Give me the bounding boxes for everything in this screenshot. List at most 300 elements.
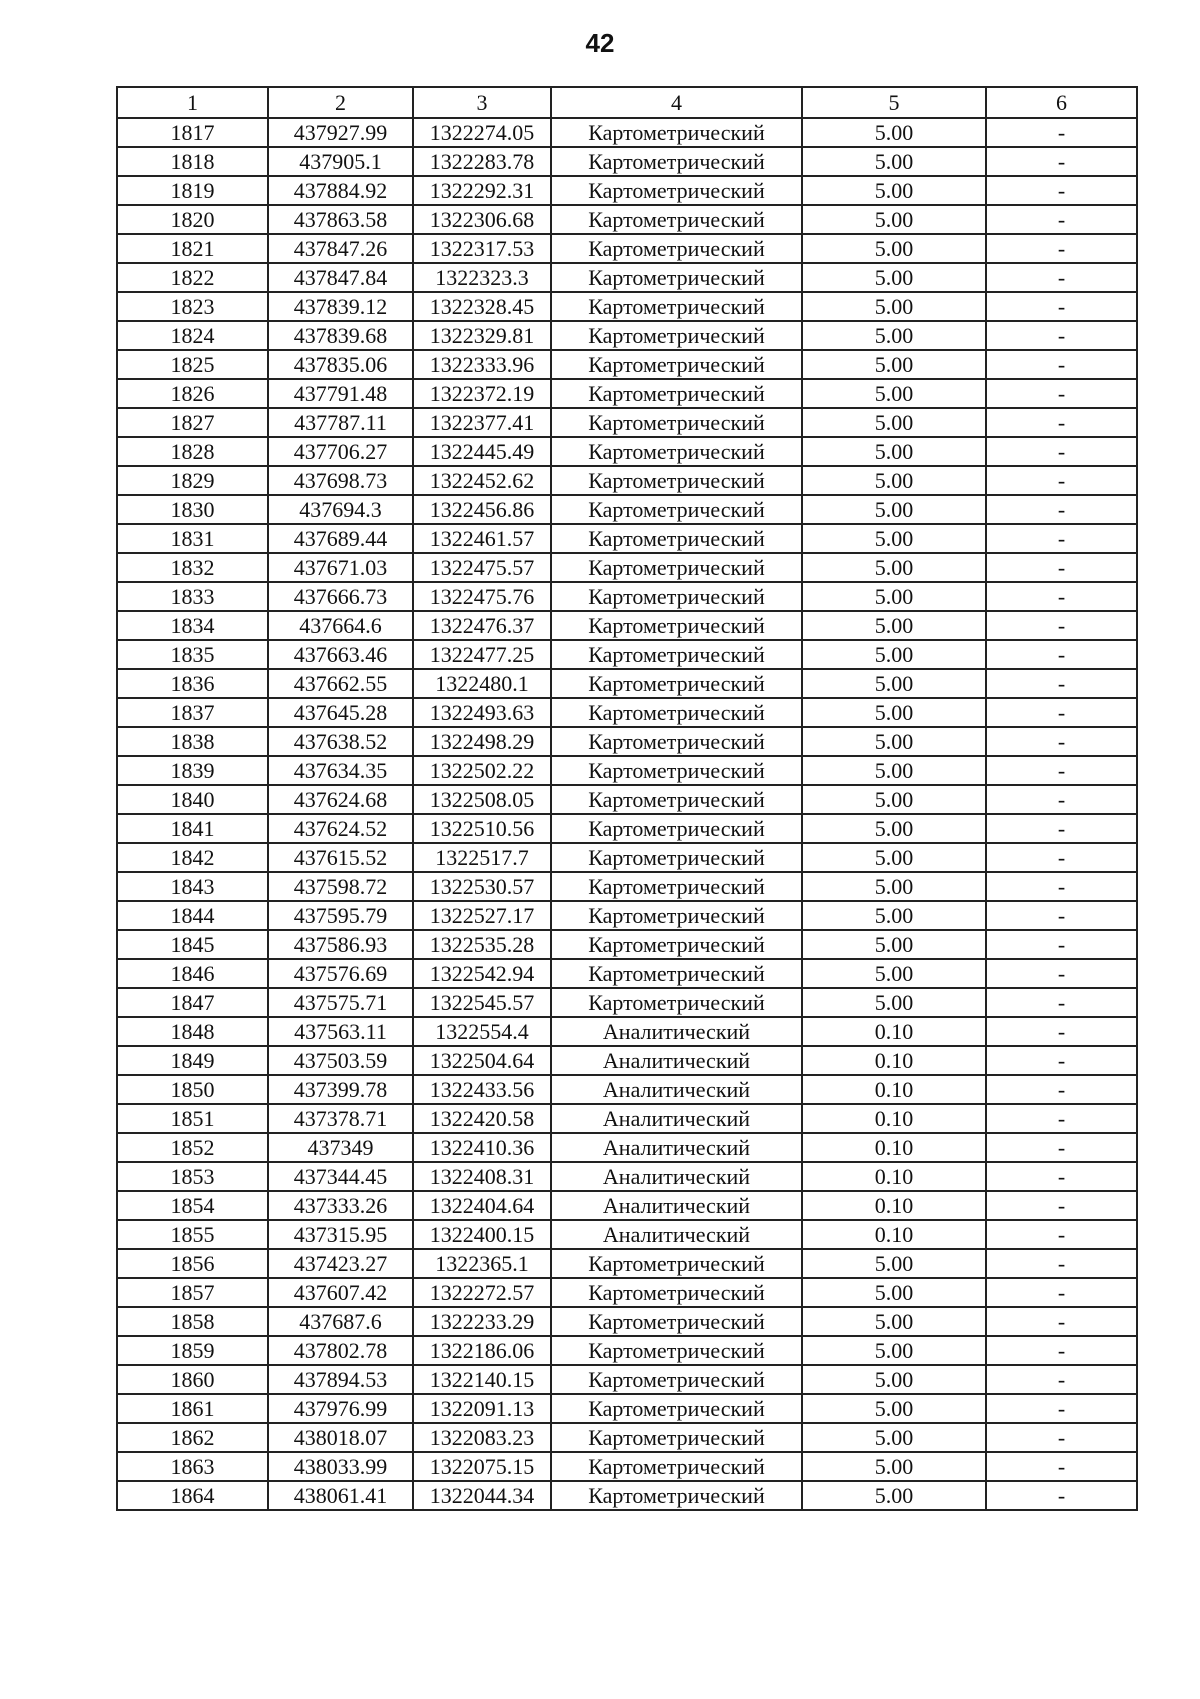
method-cell: Картометрический: [551, 901, 802, 930]
x-coordinate-cell: 437664.6: [268, 611, 413, 640]
y-coordinate-cell: 1322377.41: [413, 408, 551, 437]
y-coordinate-cell: 1322400.15: [413, 1220, 551, 1249]
point-number-cell: 1864: [117, 1481, 268, 1510]
y-coordinate-cell: 1322292.31: [413, 176, 551, 205]
method-cell: Аналитический: [551, 1017, 802, 1046]
x-coordinate-cell: 437598.72: [268, 872, 413, 901]
x-coordinate-cell: 437689.44: [268, 524, 413, 553]
table-row: [117, 1336, 1137, 1365]
y-coordinate-cell: 1322476.37: [413, 611, 551, 640]
x-coordinate-cell: 437315.95: [268, 1220, 413, 1249]
table-row: [117, 350, 1137, 379]
table-header-row: [117, 87, 1137, 118]
y-coordinate-cell: 1322527.17: [413, 901, 551, 930]
point-number-cell: 1827: [117, 408, 268, 437]
note-cell: -: [986, 698, 1137, 727]
note-cell: -: [986, 147, 1137, 176]
table-row: [117, 1162, 1137, 1191]
note-cell: -: [986, 1191, 1137, 1220]
accuracy-cell: 5.00: [802, 437, 986, 466]
note-cell: -: [986, 1104, 1137, 1133]
y-coordinate-cell: 1322372.19: [413, 379, 551, 408]
method-cell: Картометрический: [551, 524, 802, 553]
x-coordinate-cell: 437645.28: [268, 698, 413, 727]
note-cell: -: [986, 234, 1137, 263]
y-coordinate-cell: 1322329.81: [413, 321, 551, 350]
y-coordinate-cell: 1322075.15: [413, 1452, 551, 1481]
point-number-cell: 1839: [117, 756, 268, 785]
method-cell: Картометрический: [551, 698, 802, 727]
point-number-cell: 1862: [117, 1423, 268, 1452]
table-row: [117, 1191, 1137, 1220]
point-number-cell: 1820: [117, 205, 268, 234]
note-cell: -: [986, 1423, 1137, 1452]
point-number-cell: 1838: [117, 727, 268, 756]
table-row: [117, 872, 1137, 901]
table-row: [117, 669, 1137, 698]
note-cell: -: [986, 408, 1137, 437]
y-coordinate-cell: 1322508.05: [413, 785, 551, 814]
point-number-cell: 1848: [117, 1017, 268, 1046]
y-coordinate-cell: 1322542.94: [413, 959, 551, 988]
point-number-cell: 1852: [117, 1133, 268, 1162]
method-cell: Картометрический: [551, 118, 802, 147]
table-row: [117, 756, 1137, 785]
column-header: 1: [117, 87, 268, 118]
y-coordinate-cell: 1322186.06: [413, 1336, 551, 1365]
note-cell: -: [986, 611, 1137, 640]
method-cell: Картометрический: [551, 756, 802, 785]
note-cell: -: [986, 582, 1137, 611]
accuracy-cell: 5.00: [802, 118, 986, 147]
point-number-cell: 1859: [117, 1336, 268, 1365]
x-coordinate-cell: 437839.12: [268, 292, 413, 321]
note-cell: -: [986, 1220, 1137, 1249]
x-coordinate-cell: 437847.84: [268, 263, 413, 292]
table-row: [117, 843, 1137, 872]
y-coordinate-cell: 1322317.53: [413, 234, 551, 263]
accuracy-cell: 5.00: [802, 872, 986, 901]
table-row: [117, 1017, 1137, 1046]
column-header: 2: [268, 87, 413, 118]
method-cell: Картометрический: [551, 1423, 802, 1452]
point-number-cell: 1860: [117, 1365, 268, 1394]
x-coordinate-cell: 437344.45: [268, 1162, 413, 1191]
note-cell: -: [986, 1278, 1137, 1307]
table-row: [117, 1307, 1137, 1336]
note-cell: -: [986, 1075, 1137, 1104]
note-cell: -: [986, 205, 1137, 234]
accuracy-cell: 5.00: [802, 901, 986, 930]
note-cell: -: [986, 872, 1137, 901]
method-cell: Картометрический: [551, 988, 802, 1017]
point-number-cell: 1818: [117, 147, 268, 176]
method-cell: Картометрический: [551, 1481, 802, 1510]
method-cell: Аналитический: [551, 1191, 802, 1220]
table-row: [117, 524, 1137, 553]
accuracy-cell: 5.00: [802, 321, 986, 350]
method-cell: Аналитический: [551, 1133, 802, 1162]
point-number-cell: 1842: [117, 843, 268, 872]
accuracy-cell: 5.00: [802, 785, 986, 814]
method-cell: Картометрический: [551, 263, 802, 292]
table-row: [117, 1104, 1137, 1133]
table-row: [117, 785, 1137, 814]
accuracy-cell: 0.10: [802, 1075, 986, 1104]
accuracy-cell: 5.00: [802, 234, 986, 263]
point-number-cell: 1846: [117, 959, 268, 988]
accuracy-cell: 5.00: [802, 1336, 986, 1365]
x-coordinate-cell: 437624.68: [268, 785, 413, 814]
point-number-cell: 1828: [117, 437, 268, 466]
note-cell: -: [986, 959, 1137, 988]
note-cell: -: [986, 901, 1137, 930]
table-row: [117, 1481, 1137, 1510]
y-coordinate-cell: 1322510.56: [413, 814, 551, 843]
column-header: 5: [802, 87, 986, 118]
x-coordinate-cell: 437976.99: [268, 1394, 413, 1423]
table-row: [117, 176, 1137, 205]
method-cell: Картометрический: [551, 640, 802, 669]
point-number-cell: 1840: [117, 785, 268, 814]
table-row: [117, 1046, 1137, 1075]
method-cell: Картометрический: [551, 1307, 802, 1336]
note-cell: -: [986, 379, 1137, 408]
y-coordinate-cell: 1322445.49: [413, 437, 551, 466]
method-cell: Аналитический: [551, 1162, 802, 1191]
method-cell: Картометрический: [551, 350, 802, 379]
method-cell: Картометрический: [551, 1278, 802, 1307]
point-number-cell: 1853: [117, 1162, 268, 1191]
method-cell: Картометрический: [551, 872, 802, 901]
x-coordinate-cell: 437624.52: [268, 814, 413, 843]
point-number-cell: 1857: [117, 1278, 268, 1307]
x-coordinate-cell: 437905.1: [268, 147, 413, 176]
method-cell: Картометрический: [551, 553, 802, 582]
point-number-cell: 1841: [117, 814, 268, 843]
accuracy-cell: 5.00: [802, 959, 986, 988]
y-coordinate-cell: 1322408.31: [413, 1162, 551, 1191]
note-cell: -: [986, 553, 1137, 582]
accuracy-cell: 5.00: [802, 1307, 986, 1336]
point-number-cell: 1836: [117, 669, 268, 698]
x-coordinate-cell: 437698.73: [268, 466, 413, 495]
method-cell: Картометрический: [551, 379, 802, 408]
x-coordinate-cell: 437663.46: [268, 640, 413, 669]
accuracy-cell: 5.00: [802, 147, 986, 176]
accuracy-cell: 5.00: [802, 1423, 986, 1452]
point-number-cell: 1834: [117, 611, 268, 640]
method-cell: Картометрический: [551, 930, 802, 959]
note-cell: -: [986, 1046, 1137, 1075]
table-row: [117, 1220, 1137, 1249]
note-cell: -: [986, 437, 1137, 466]
table-row: [117, 582, 1137, 611]
y-coordinate-cell: 1322475.57: [413, 553, 551, 582]
note-cell: -: [986, 1133, 1137, 1162]
note-cell: -: [986, 524, 1137, 553]
accuracy-cell: 5.00: [802, 466, 986, 495]
note-cell: -: [986, 1307, 1137, 1336]
accuracy-cell: 5.00: [802, 756, 986, 785]
table-row: [117, 321, 1137, 350]
y-coordinate-cell: 1322044.34: [413, 1481, 551, 1510]
table-row: [117, 437, 1137, 466]
note-cell: -: [986, 756, 1137, 785]
note-cell: -: [986, 1452, 1137, 1481]
y-coordinate-cell: 1322274.05: [413, 118, 551, 147]
y-coordinate-cell: 1322480.1: [413, 669, 551, 698]
accuracy-cell: 0.10: [802, 1017, 986, 1046]
accuracy-cell: 5.00: [802, 379, 986, 408]
table-row: [117, 814, 1137, 843]
method-cell: Картометрический: [551, 1336, 802, 1365]
accuracy-cell: 5.00: [802, 553, 986, 582]
accuracy-cell: 5.00: [802, 495, 986, 524]
point-number-cell: 1819: [117, 176, 268, 205]
table-row: [117, 466, 1137, 495]
column-header: 3: [413, 87, 551, 118]
note-cell: -: [986, 640, 1137, 669]
method-cell: Картометрический: [551, 814, 802, 843]
point-number-cell: 1829: [117, 466, 268, 495]
x-coordinate-cell: 437399.78: [268, 1075, 413, 1104]
y-coordinate-cell: 1322283.78: [413, 147, 551, 176]
note-cell: -: [986, 350, 1137, 379]
x-coordinate-cell: 437638.52: [268, 727, 413, 756]
method-cell: Картометрический: [551, 408, 802, 437]
x-coordinate-cell: 437835.06: [268, 350, 413, 379]
y-coordinate-cell: 1322272.57: [413, 1278, 551, 1307]
x-coordinate-cell: 437349: [268, 1133, 413, 1162]
accuracy-cell: 5.00: [802, 1481, 986, 1510]
table-row: [117, 205, 1137, 234]
table-row: [117, 727, 1137, 756]
y-coordinate-cell: 1322420.58: [413, 1104, 551, 1133]
method-cell: Картометрический: [551, 611, 802, 640]
accuracy-cell: 5.00: [802, 988, 986, 1017]
point-number-cell: 1858: [117, 1307, 268, 1336]
point-number-cell: 1863: [117, 1452, 268, 1481]
x-coordinate-cell: 437787.11: [268, 408, 413, 437]
note-cell: -: [986, 1017, 1137, 1046]
method-cell: Картометрический: [551, 727, 802, 756]
x-coordinate-cell: 437576.69: [268, 959, 413, 988]
table-row: [117, 1394, 1137, 1423]
x-coordinate-cell: 437839.68: [268, 321, 413, 350]
y-coordinate-cell: 1322233.29: [413, 1307, 551, 1336]
x-coordinate-cell: 437607.42: [268, 1278, 413, 1307]
x-coordinate-cell: 437666.73: [268, 582, 413, 611]
table-row: [117, 1452, 1137, 1481]
accuracy-cell: 5.00: [802, 1249, 986, 1278]
y-coordinate-cell: 1322545.57: [413, 988, 551, 1017]
accuracy-cell: 5.00: [802, 698, 986, 727]
table-body: [117, 118, 1137, 1510]
x-coordinate-cell: 437575.71: [268, 988, 413, 1017]
x-coordinate-cell: 438061.41: [268, 1481, 413, 1510]
y-coordinate-cell: 1322306.68: [413, 205, 551, 234]
x-coordinate-cell: 437863.58: [268, 205, 413, 234]
y-coordinate-cell: 1322456.86: [413, 495, 551, 524]
table-row: [117, 611, 1137, 640]
accuracy-cell: 5.00: [802, 814, 986, 843]
accuracy-cell: 5.00: [802, 843, 986, 872]
accuracy-cell: 5.00: [802, 1452, 986, 1481]
point-number-cell: 1850: [117, 1075, 268, 1104]
note-cell: -: [986, 1365, 1137, 1394]
coordinates-table: [116, 86, 1138, 1511]
accuracy-cell: 5.00: [802, 1365, 986, 1394]
accuracy-cell: 0.10: [802, 1191, 986, 1220]
y-coordinate-cell: 1322083.23: [413, 1423, 551, 1452]
table-row: [117, 263, 1137, 292]
point-number-cell: 1837: [117, 698, 268, 727]
point-number-cell: 1821: [117, 234, 268, 263]
note-cell: -: [986, 292, 1137, 321]
note-cell: -: [986, 1481, 1137, 1510]
method-cell: Аналитический: [551, 1046, 802, 1075]
accuracy-cell: 5.00: [802, 408, 986, 437]
y-coordinate-cell: 1322365.1: [413, 1249, 551, 1278]
y-coordinate-cell: 1322554.4: [413, 1017, 551, 1046]
table-row: [117, 1249, 1137, 1278]
accuracy-cell: 5.00: [802, 524, 986, 553]
y-coordinate-cell: 1322333.96: [413, 350, 551, 379]
point-number-cell: 1861: [117, 1394, 268, 1423]
x-coordinate-cell: 437333.26: [268, 1191, 413, 1220]
x-coordinate-cell: 437423.27: [268, 1249, 413, 1278]
point-number-cell: 1849: [117, 1046, 268, 1075]
table-row: [117, 901, 1137, 930]
method-cell: Картометрический: [551, 176, 802, 205]
page-number: 42: [585, 28, 615, 58]
point-number-cell: 1835: [117, 640, 268, 669]
table-row: [117, 698, 1137, 727]
method-cell: Картометрический: [551, 147, 802, 176]
y-coordinate-cell: 1322323.3: [413, 263, 551, 292]
point-number-cell: 1847: [117, 988, 268, 1017]
note-cell: -: [986, 321, 1137, 350]
point-number-cell: 1822: [117, 263, 268, 292]
column-header: 6: [986, 87, 1137, 118]
note-cell: -: [986, 988, 1137, 1017]
note-cell: -: [986, 1249, 1137, 1278]
accuracy-cell: 0.10: [802, 1133, 986, 1162]
table-row: [117, 147, 1137, 176]
table-row: [117, 1075, 1137, 1104]
y-coordinate-cell: 1322140.15: [413, 1365, 551, 1394]
note-cell: -: [986, 843, 1137, 872]
table-row: [117, 1278, 1137, 1307]
method-cell: Картометрический: [551, 466, 802, 495]
y-coordinate-cell: 1322493.63: [413, 698, 551, 727]
accuracy-cell: 0.10: [802, 1046, 986, 1075]
note-cell: -: [986, 727, 1137, 756]
note-cell: -: [986, 466, 1137, 495]
point-number-cell: 1855: [117, 1220, 268, 1249]
table-row: [117, 988, 1137, 1017]
point-number-cell: 1826: [117, 379, 268, 408]
note-cell: -: [986, 1336, 1137, 1365]
table-row: [117, 1133, 1137, 1162]
accuracy-cell: 5.00: [802, 640, 986, 669]
x-coordinate-cell: 437706.27: [268, 437, 413, 466]
method-cell: Картометрический: [551, 205, 802, 234]
accuracy-cell: 5.00: [802, 727, 986, 756]
table-row: [117, 379, 1137, 408]
table-row: [117, 118, 1137, 147]
method-cell: Картометрический: [551, 959, 802, 988]
y-coordinate-cell: 1322433.56: [413, 1075, 551, 1104]
table-row: [117, 234, 1137, 263]
y-coordinate-cell: 1322404.64: [413, 1191, 551, 1220]
method-cell: Картометрический: [551, 1452, 802, 1481]
note-cell: -: [986, 785, 1137, 814]
x-coordinate-cell: 437687.6: [268, 1307, 413, 1336]
y-coordinate-cell: 1322091.13: [413, 1394, 551, 1423]
method-cell: Картометрический: [551, 1249, 802, 1278]
note-cell: -: [986, 118, 1137, 147]
method-cell: Картометрический: [551, 582, 802, 611]
method-cell: Аналитический: [551, 1104, 802, 1133]
table-row: [117, 1423, 1137, 1452]
note-cell: -: [986, 495, 1137, 524]
x-coordinate-cell: 437662.55: [268, 669, 413, 698]
point-number-cell: 1854: [117, 1191, 268, 1220]
accuracy-cell: 5.00: [802, 582, 986, 611]
table-row: [117, 640, 1137, 669]
x-coordinate-cell: 437615.52: [268, 843, 413, 872]
y-coordinate-cell: 1322477.25: [413, 640, 551, 669]
note-cell: -: [986, 263, 1137, 292]
method-cell: Картометрический: [551, 437, 802, 466]
point-number-cell: 1824: [117, 321, 268, 350]
accuracy-cell: 5.00: [802, 1278, 986, 1307]
y-coordinate-cell: 1322410.36: [413, 1133, 551, 1162]
y-coordinate-cell: 1322452.62: [413, 466, 551, 495]
x-coordinate-cell: 437586.93: [268, 930, 413, 959]
method-cell: Картометрический: [551, 669, 802, 698]
y-coordinate-cell: 1322475.76: [413, 582, 551, 611]
x-coordinate-cell: 437847.26: [268, 234, 413, 263]
accuracy-cell: 5.00: [802, 263, 986, 292]
y-coordinate-cell: 1322530.57: [413, 872, 551, 901]
point-number-cell: 1845: [117, 930, 268, 959]
table-row: [117, 1365, 1137, 1394]
method-cell: Картометрический: [551, 321, 802, 350]
table-row: [117, 930, 1137, 959]
method-cell: Картометрический: [551, 234, 802, 263]
point-number-cell: 1831: [117, 524, 268, 553]
point-number-cell: 1851: [117, 1104, 268, 1133]
table-row: [117, 408, 1137, 437]
note-cell: -: [986, 176, 1137, 205]
accuracy-cell: 0.10: [802, 1220, 986, 1249]
point-number-cell: 1832: [117, 553, 268, 582]
y-coordinate-cell: 1322328.45: [413, 292, 551, 321]
x-coordinate-cell: 437671.03: [268, 553, 413, 582]
note-cell: -: [986, 930, 1137, 959]
x-coordinate-cell: 437884.92: [268, 176, 413, 205]
x-coordinate-cell: 437927.99: [268, 118, 413, 147]
y-coordinate-cell: 1322461.57: [413, 524, 551, 553]
point-number-cell: 1823: [117, 292, 268, 321]
y-coordinate-cell: 1322535.28: [413, 930, 551, 959]
y-coordinate-cell: 1322504.64: [413, 1046, 551, 1075]
point-number-cell: 1825: [117, 350, 268, 379]
method-cell: Картометрический: [551, 292, 802, 321]
